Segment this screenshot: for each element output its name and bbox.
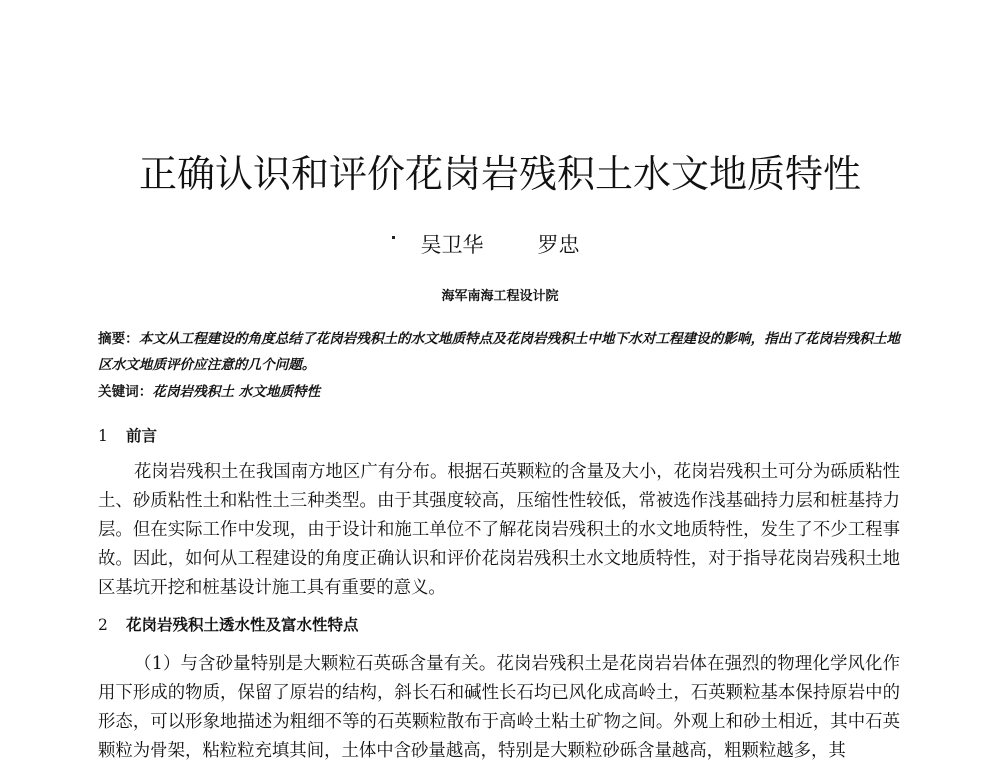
abstract [98, 326, 908, 378]
section-heading [98, 614, 359, 636]
section-paragraph [98, 458, 900, 603]
section-paragraph [98, 650, 900, 766]
abstract-label: 摘要： [98, 331, 139, 347]
keywords-text: 花岗岩残积土 水文地质特性 [152, 384, 321, 400]
section-title: 花岗岩残积土透水性及富水性特点 [126, 616, 359, 634]
section-title: 前言 [126, 427, 158, 445]
abstract-text: 本文从工程建设的角度总结了花岗岩残积土的水文地质特点及花岗岩残积土中地下水对工程建设的影响，指出了花岗岩残积土地区水文地质评价应注意的几个问题。 [98, 331, 901, 373]
section-heading [98, 425, 157, 447]
keywords [98, 380, 908, 404]
keywords-label: 关键词： [98, 384, 153, 400]
author-name: 吴卫华 [420, 233, 484, 257]
author-name: 罗忠 [537, 233, 580, 257]
paragraph-text: 花岗岩残积土在我国南方地区广有分布。根据石英颗粒的含量及大小，花岗岩残积土可分为砾质粘性土、砂质粘性土和粘性土三种类型。由于其强度较高，压缩性性较低，常被选作浅基础持力层和桩基持力层。但在实际工作中发现，由于设计和施工单位不了解花岗岩残积土的水文地质特性，发生了不少工程事故。因此，如何从工程建设的角度正确认识和评价花岗岩残积土水文地质特性，对于指导花岗岩残积土地区基坑开挖和桩基设计施工具有重要的意义。 [98, 462, 900, 598]
paper-title: 正确认识和评价花岗岩残积土水文地质特性 [138, 152, 861, 196]
affiliation: 海军南海工程设计院 [441, 289, 559, 304]
section-number: 1 [98, 427, 108, 445]
section-number: 2 [98, 616, 108, 634]
paragraph-text: （1）与含砂量特别是大颗粒石英砾含量有关。花岗岩残积土是花岗岩岩体在强烈的物理化学风化作用下形成的物质，保留了原岩的结构，斜长石和碱性长石均已风化成高岭土，石英颗粒基本保持原岩中的形态，可以形象地描述为粗细不等的石英颗粒散布于高岭土粘土矿物之间。外观上和砂土相近，其中石英颗粒为骨架，粘粒粒充填其间，土体中含砂量越高，特别是大颗粒砂砾含量越高，粗颗粒越多，其 [98, 654, 900, 761]
author-list [0, 232, 1000, 258]
